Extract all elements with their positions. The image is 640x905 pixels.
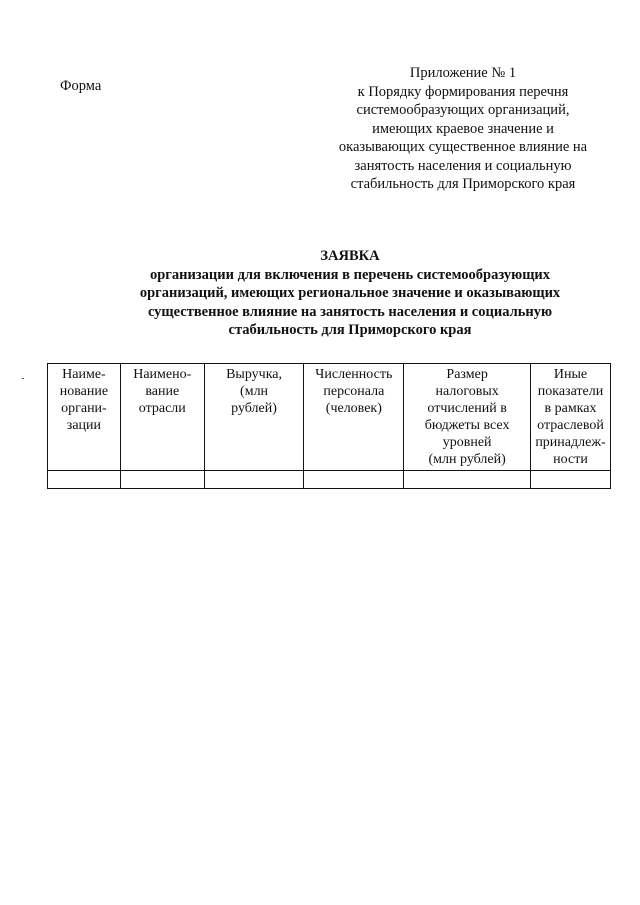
application-table xyxy=(47,363,611,489)
form-label: Форма xyxy=(60,78,102,94)
table-cell[interactable] xyxy=(531,471,611,489)
column-header-tax-payments: Размер налоговых отчислений в бюджеты всех уровней (млн рублей) xyxy=(404,364,531,471)
column-header-other-indicators: Иные показатели в рамках отраслевой принадлеж- ности xyxy=(531,364,611,471)
appendix-line: к Порядку формирования перечня xyxy=(357,83,569,100)
appendix-line: Приложение № 1 xyxy=(409,65,517,81)
title-line: стабильность для Приморского края xyxy=(228,322,472,338)
table-cell[interactable] xyxy=(48,471,121,489)
table-row xyxy=(48,471,611,489)
column-header-revenue: Выручка, (млн рублей) xyxy=(204,364,304,471)
appendix-line: занятость населения и социальную xyxy=(354,157,572,174)
appendix-line: стабильность для Приморского края xyxy=(350,176,576,192)
table-cell[interactable] xyxy=(404,471,531,489)
appendix-line: имеющих краевое значение и xyxy=(372,120,554,137)
document-title xyxy=(60,247,640,340)
title-line: организации для включения в перечень системообразующих xyxy=(149,266,551,283)
table-header-row xyxy=(48,364,611,471)
table-cell[interactable] xyxy=(304,471,404,489)
table-cell[interactable] xyxy=(120,471,204,489)
column-header-industry-name: Наимено- вание отрасли xyxy=(120,364,204,471)
title-line: существенное влияние на занятость населения и социальную xyxy=(147,303,553,320)
table-cell[interactable] xyxy=(204,471,304,489)
column-header-headcount: Численность персонала (человек) xyxy=(304,364,404,471)
appendix-line: системообразующих организаций, xyxy=(356,102,570,118)
appendix-reference xyxy=(318,64,608,194)
margin-mark xyxy=(22,378,24,379)
appendix-line: оказывающих существенное влияние на xyxy=(338,139,588,155)
title-heading: ЗАЯВКА xyxy=(320,248,380,264)
title-line: организаций, имеющих региональное значение и оказывающих xyxy=(139,285,561,301)
column-header-organization-name: Наиме- нование органи- зации xyxy=(48,364,121,471)
